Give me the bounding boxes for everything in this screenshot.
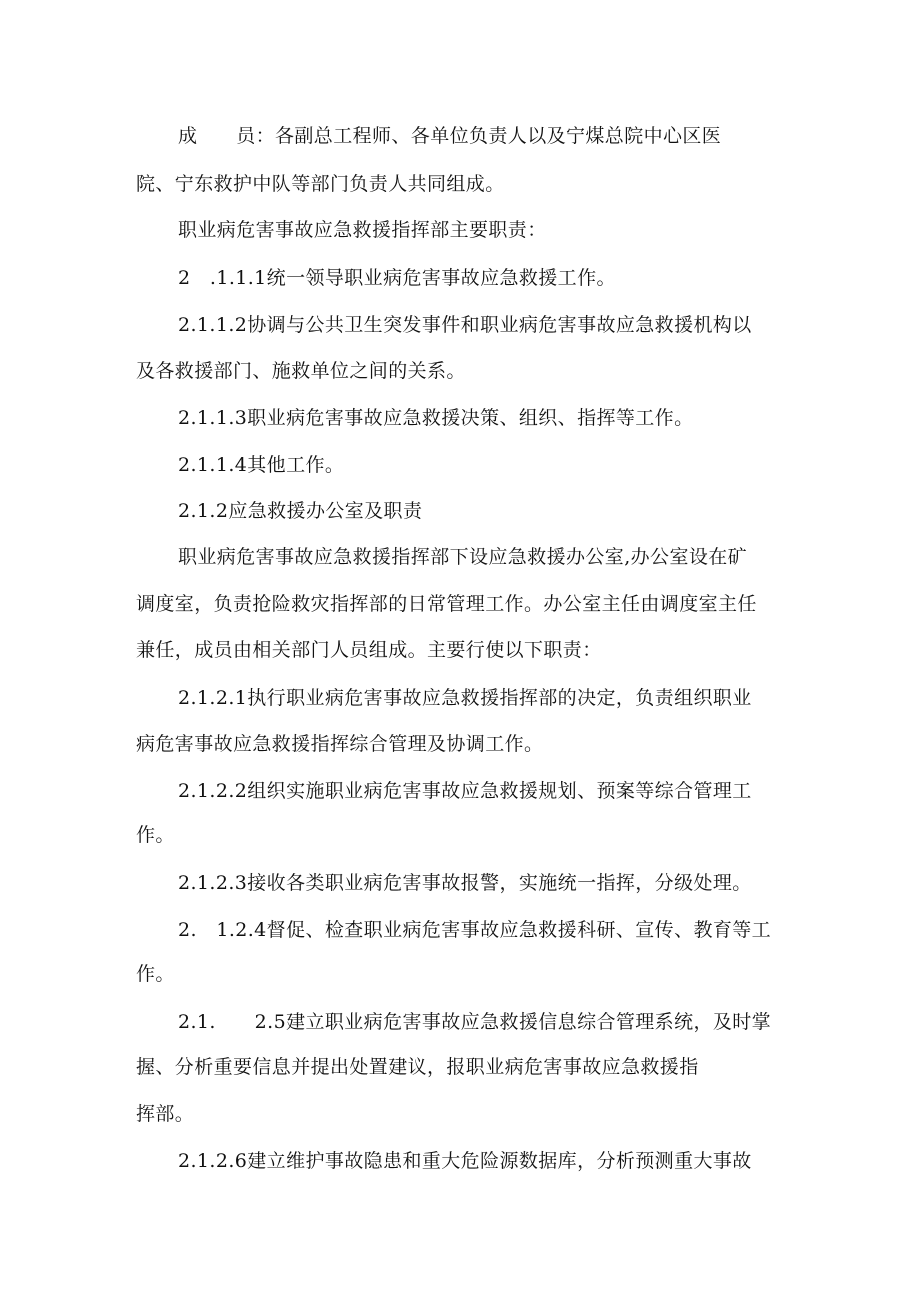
paragraph-line: 职业病危害事故应急救援指挥部主要职责： xyxy=(178,219,547,241)
paragraph-line: 2. 1.2.4督促、检查职业病危害事故应急救援科研、宣传、教育等工 xyxy=(178,919,772,941)
paragraph-line: 2.1.2.2组织实施职业病危害事故应急救援规划、预案等综合管理工 xyxy=(178,780,752,802)
paragraph-line: 病危害事故应急救援指挥综合管理及协调工作。 xyxy=(136,733,544,755)
paragraph-line: 兼任，成员由相关部门人员组成。主要行使以下职责： xyxy=(136,639,602,661)
paragraph-line: 2 .1.1.1统一领导职业病危害事故应急救援工作。 xyxy=(178,267,616,289)
paragraph-line: 成 员：各副总工程师、各单位负责人以及宁煤总院中心区医 xyxy=(178,125,722,147)
paragraph-line: 院、宁东救护中队等部门负责人共同组成。 xyxy=(136,173,505,195)
paragraph-line: 挥部。 xyxy=(136,1103,195,1125)
paragraph-line: 2.1.2.6建立维护事故隐患和重大危险源数据库，分析预测重大事故 xyxy=(178,1150,752,1172)
paragraph-line: 作。 xyxy=(136,824,175,846)
paragraph-line: 职业病危害事故应急救援指挥部下设应急救援办公室,办公室设在矿 xyxy=(178,546,748,568)
paragraph-line: 2.1. 2.5建立职业病危害事故应急救援信息综合管理系统，及时掌 xyxy=(178,1011,772,1033)
paragraph-line: 2.1.1.4其他工作。 xyxy=(178,454,345,476)
paragraph-line: 作。 xyxy=(136,963,175,985)
paragraph-line: 2.1.1.2协调与公共卫生突发事件和职业病危害事故应急救援机构以 xyxy=(178,314,752,336)
paragraph-line: 2.1.2.1执行职业病危害事故应急救援指挥部的决定，负责组织职业 xyxy=(178,687,752,709)
paragraph-line: 2.1.2.3接收各类职业病危害事故报警，实施统一指挥，分级处理。 xyxy=(178,872,752,894)
paragraph-line: 及各救援部门、施救单位之间的关系。 xyxy=(136,360,466,382)
paragraph-line: 2.1.2应急救援办公室及职责 xyxy=(178,500,423,522)
paragraph-line: 2.1.1.3职业病危害事故应急救援决策、组织、指挥等工作。 xyxy=(178,407,694,429)
paragraph-line: 握、分析重要信息并提出处置建议，报职业病危害事故应急救援指 xyxy=(136,1056,699,1078)
paragraph-line: 调度室，负责抢险救灾指挥部的日常管理工作。办公室主任由调度室主任 xyxy=(136,593,757,615)
